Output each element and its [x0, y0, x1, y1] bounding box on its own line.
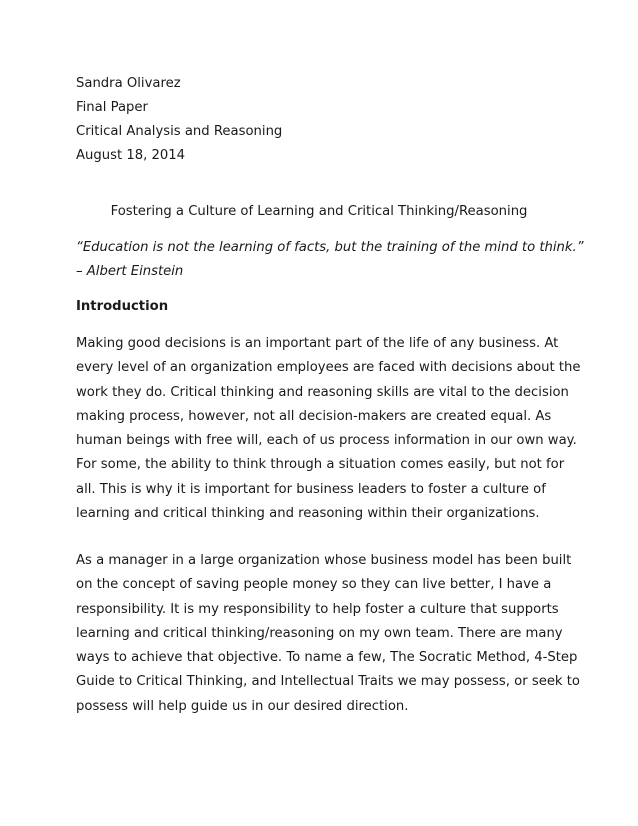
document-header: [76, 72, 576, 168]
paragraph-line: For some, the ability to think through a situation comes easily, but not for: [76, 457, 565, 473]
paragraph-line: on the concept of saving people money so they can live better, I have a: [76, 577, 552, 593]
document-title: Fostering a Culture of Learning and Critical Thinking/Reasoning: [110, 204, 528, 219]
paragraph-line: As a manager in a large organization whose business model has been built: [76, 553, 572, 568]
introduction-paragraph-1: [76, 332, 581, 526]
paragraph-line: making process, however, not all decision-makers are created equal. As: [76, 408, 552, 424]
introduction-paragraph-2: [76, 549, 581, 719]
paragraph-line: human beings with free will, each of us process information in our own way.: [76, 433, 577, 449]
paragraph-line: every level of an organization employees are faced with decisions about the: [76, 360, 581, 376]
paragraph-line: learning and critical thinking and reasoning within their organizations.: [76, 506, 540, 522]
quote-author: – Albert Einstein: [76, 264, 184, 279]
section-heading-introduction: Introduction: [76, 299, 169, 314]
paragraph-line: ways to achieve that objective. To name a few, The Socratic Method, 4-Step: [76, 650, 578, 666]
paragraph-line: responsibility. It is my responsibility to help foster a culture that supports: [76, 601, 559, 617]
quote-text: “Education is not the learning of facts, but the training of the mind to think.”: [76, 240, 584, 255]
paragraph-line: possess will help guide us in our desired direction.: [76, 698, 409, 714]
epigraph-quote: [76, 236, 596, 284]
document-type: Final Paper: [76, 100, 148, 115]
author-name: Sandra Olivarez: [76, 76, 181, 91]
document-date: August 18, 2014: [76, 148, 186, 163]
course-name: Critical Analysis and Reasoning: [76, 124, 283, 139]
paragraph-line: learning and critical thinking/reasoning on my own team. There are many: [76, 625, 563, 641]
paragraph-line: Guide to Critical Thinking, and Intellectual Traits we may possess, or seek to: [76, 674, 581, 690]
paragraph-line: work they do. Critical thinking and reasoning skills are vital to the decision: [76, 384, 569, 400]
paragraph-line: all. This is why it is important for business leaders to foster a culture of: [76, 481, 546, 497]
paragraph-line: Making good decisions is an important part of the life of any business. At: [76, 336, 559, 351]
